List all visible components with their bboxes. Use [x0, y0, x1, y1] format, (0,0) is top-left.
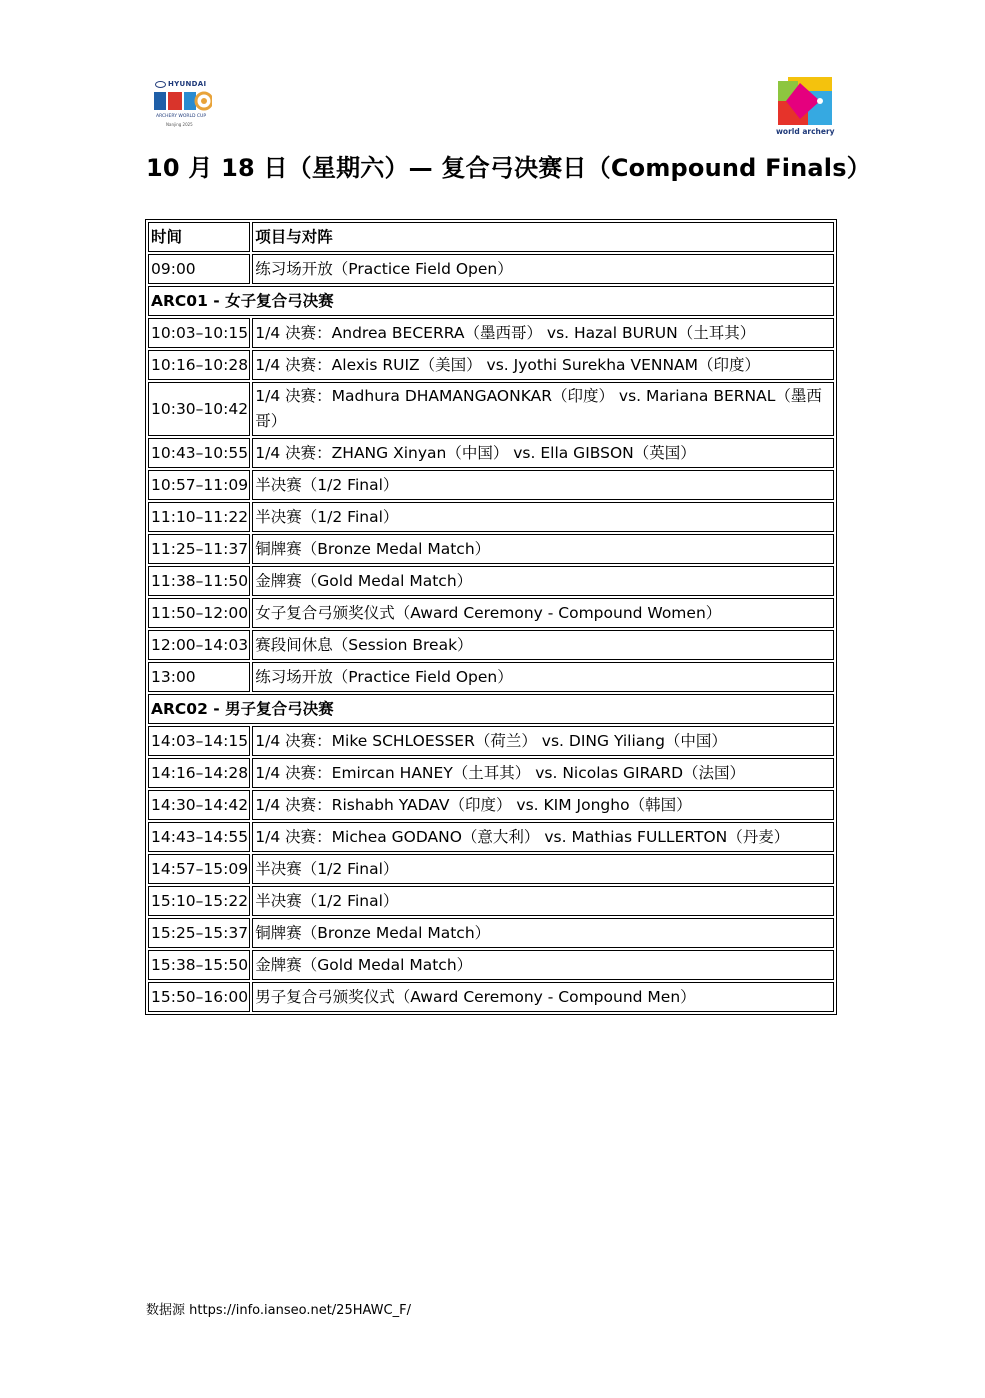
event-cell: 1/4 决赛：Mike SCHLOESSER（荷兰） vs. DING Yiliang（中国） — [252, 726, 834, 756]
time-cell: 14:16–14:28 — [148, 758, 250, 788]
event-cell: 1/4 决赛：Emircan HANEY（土耳其） vs. Nicolas GIRARD（法国） — [252, 758, 834, 788]
time-cell: 11:50–12:00 — [148, 598, 250, 628]
time-cell: 10:43–10:55 — [148, 438, 250, 468]
event-cell: 铜牌赛（Bronze Medal Match） — [252, 918, 834, 948]
event-cell: 金牌赛（Gold Medal Match） — [252, 566, 834, 596]
time-cell: 12:00–14:03 — [148, 630, 250, 660]
table-row — [148, 918, 834, 948]
event-cell: 1/4 决赛：Alexis RUIZ（美国） vs. Jyothi Surekha VENNAM（印度） — [252, 350, 834, 380]
table-row — [148, 350, 834, 380]
table-row — [148, 822, 834, 852]
time-cell: 10:03–10:15 — [148, 318, 250, 348]
event-cell: 1/4 决赛：Madhura DHAMANGAONKAR（印度） vs. Mariana BERNAL（墨西哥） — [252, 382, 834, 436]
table-row — [148, 950, 834, 980]
time-cell: 14:43–14:55 — [148, 822, 250, 852]
table-row — [148, 470, 834, 500]
table-row — [148, 566, 834, 596]
table-row — [148, 598, 834, 628]
section-title: ARC01 - 女子复合弓决赛 — [148, 286, 834, 316]
time-cell: 10:16–10:28 — [148, 350, 250, 380]
hyundai-brand-text: HYUNDAI — [168, 80, 207, 88]
time-cell: 15:50–16:00 — [148, 982, 250, 1012]
header-time: 时间 — [148, 222, 250, 252]
table-row — [148, 502, 834, 532]
time-cell: 13:00 — [148, 662, 250, 692]
table-row — [148, 382, 834, 436]
section-header-row — [148, 286, 834, 316]
event-cell: 1/4 决赛：Rishabh YADAV（印度） vs. KIM Jongho（韩国） — [252, 790, 834, 820]
time-cell: 11:38–11:50 — [148, 566, 250, 596]
nanjing-2025-text: Nanjing 2025 — [166, 122, 193, 127]
world-archery-logo — [776, 77, 834, 139]
time-cell: 15:25–15:37 — [148, 918, 250, 948]
archery-world-cup-logo — [152, 78, 216, 136]
table-row — [148, 318, 834, 348]
time-cell: 14:30–14:42 — [148, 790, 250, 820]
event-cell: 半决赛（1/2 Final） — [252, 886, 834, 916]
time-cell: 09:00 — [148, 254, 250, 284]
world-archery-text: world archery — [776, 127, 835, 136]
schedule-table-body — [148, 222, 834, 1012]
page-title: 10 月 18 日（星期六）— 复合弓决赛日（Compound Finals） — [146, 154, 871, 182]
event-cell: 半决赛（1/2 Final） — [252, 854, 834, 884]
table-row — [148, 662, 834, 692]
table-row — [148, 726, 834, 756]
event-cell: 练习场开放（Practice Field Open） — [252, 254, 834, 284]
hyundai-logo-icon — [155, 81, 166, 88]
table-row — [148, 982, 834, 1012]
event-cell: 1/4 决赛：ZHANG Xinyan（中国） vs. Ella GIBSON（英国） — [252, 438, 834, 468]
world-cup-emblem-icon — [154, 90, 212, 112]
schedule-table — [145, 219, 837, 1015]
event-cell: 男子复合弓颁奖仪式（Award Ceremony - Compound Men） — [252, 982, 834, 1012]
section-header-row — [148, 694, 834, 724]
event-cell: 女子复合弓颁奖仪式（Award Ceremony - Compound Women） — [252, 598, 834, 628]
event-cell: 1/4 决赛：Andrea BECERRA（墨西哥） vs. Hazal BURUN（土耳其） — [252, 318, 834, 348]
event-cell: 练习场开放（Practice Field Open） — [252, 662, 834, 692]
section-title: ARC02 - 男子复合弓决赛 — [148, 694, 834, 724]
header-event: 项目与对阵 — [252, 222, 834, 252]
archery-world-cup-text: ARCHERY WORLD CUP — [156, 114, 207, 119]
table-row — [148, 758, 834, 788]
table-row — [148, 790, 834, 820]
table-row — [148, 254, 834, 284]
time-cell: 10:57–11:09 — [148, 470, 250, 500]
table-row — [148, 886, 834, 916]
data-source-footer: 数据源 https://info.ianseo.net/25HAWC_F/ — [146, 1303, 411, 1318]
table-header-row — [148, 222, 834, 252]
event-cell: 金牌赛（Gold Medal Match） — [252, 950, 834, 980]
event-cell: 铜牌赛（Bronze Medal Match） — [252, 534, 834, 564]
time-cell: 15:38–15:50 — [148, 950, 250, 980]
event-cell: 1/4 决赛：Michea GODANO（意大利） vs. Mathias FULLERTON（丹麦） — [252, 822, 834, 852]
table-row — [148, 534, 834, 564]
time-cell: 10:30–10:42 — [148, 382, 250, 436]
time-cell: 14:03–14:15 — [148, 726, 250, 756]
table-row — [148, 630, 834, 660]
time-cell: 15:10–15:22 — [148, 886, 250, 916]
event-cell: 半决赛（1/2 Final） — [252, 502, 834, 532]
event-cell: 半决赛（1/2 Final） — [252, 470, 834, 500]
event-cell: 赛段间休息（Session Break） — [252, 630, 834, 660]
time-cell: 11:10–11:22 — [148, 502, 250, 532]
world-archery-emblem-icon — [778, 77, 832, 125]
time-cell: 14:57–15:09 — [148, 854, 250, 884]
time-cell: 11:25–11:37 — [148, 534, 250, 564]
table-row — [148, 438, 834, 468]
table-row — [148, 854, 834, 884]
